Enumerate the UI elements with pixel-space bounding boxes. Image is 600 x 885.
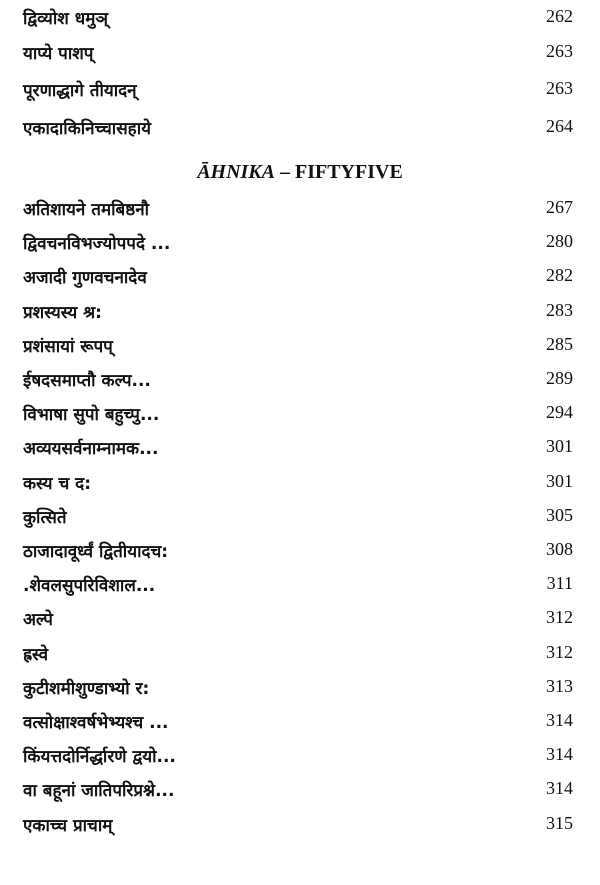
entry-title: कस्य च द: (23, 474, 91, 494)
index-entry (0, 399, 600, 429)
entry-page-number: 262 (546, 6, 573, 26)
index-entry (0, 775, 600, 805)
entry-page-number: 301 (546, 436, 573, 456)
index-entry (0, 194, 600, 224)
entry-title: प्रशस्यस्य श्र: (23, 303, 102, 323)
entry-page-number: 285 (546, 334, 573, 354)
section-heading (0, 161, 600, 184)
index-entry (0, 468, 600, 498)
entry-page-number: 312 (546, 642, 573, 662)
entry-page-number: 308 (546, 539, 573, 559)
index-entry (0, 810, 600, 840)
index-entry (0, 741, 600, 771)
entry-title: अव्ययसर्वनाम्नामक... (23, 439, 159, 459)
index-entry (0, 365, 600, 395)
index-entry (0, 570, 600, 600)
index-entry (0, 639, 600, 669)
entry-title: द्विव्योश धमुञ् (23, 9, 108, 29)
entry-title: ठाजादावूर्ध्वं द्वितीयादच: (23, 542, 169, 562)
entry-title: याप्ये पाशप् (23, 44, 94, 64)
entry-page-number: 313 (546, 676, 573, 696)
entry-title: कुत्सिते (23, 508, 67, 528)
entry-page-number: 280 (546, 231, 573, 251)
entry-page-number: 314 (546, 744, 573, 764)
entry-page-number: 289 (546, 368, 573, 388)
entry-page-number: 315 (546, 813, 573, 833)
entry-page-number: 314 (546, 710, 573, 730)
entry-page-number: 282 (546, 265, 573, 285)
entry-title: ह्रस्वे (23, 645, 49, 665)
entry-title: द्विवचनविभज्योपपदे ... (23, 234, 171, 254)
entry-page-number: 294 (546, 402, 573, 422)
entry-title: .शेवलसुपरिविशाल... (23, 576, 156, 596)
entry-title: पूरणाद्धागे तीयादन् (23, 81, 137, 101)
index-entry (0, 707, 600, 737)
entry-page-number: 301 (546, 471, 573, 491)
entry-title: वा बहूनां जातिपरिप्रश्ने... (23, 781, 175, 801)
entry-title: अतिशायने तमबिष्ठनौ (23, 200, 150, 220)
section-number: FIFTYFIVE (295, 161, 403, 183)
entry-title: प्रशंसायां रूपप् (23, 337, 113, 357)
section-separator: – (275, 161, 295, 183)
entry-title: ईषदसमाप्तौ कल्प... (23, 371, 151, 391)
entry-page-number: 305 (546, 505, 573, 525)
entry-page-number: 267 (546, 197, 573, 217)
entry-title: एकाच्च प्राचाम् (23, 816, 113, 836)
entry-page-number: 283 (546, 300, 573, 320)
entry-title: अजादी गुणवचनादेव (23, 268, 147, 288)
section-name: ĀHNIKA (197, 161, 275, 183)
index-entry (0, 297, 600, 327)
index-entry (0, 228, 600, 258)
entry-page-number: 312 (546, 607, 573, 627)
entry-page-number: 311 (546, 573, 573, 593)
index-entry (0, 433, 600, 463)
index-entry (0, 38, 600, 68)
entry-title: अल्पे (23, 610, 53, 630)
index-entry (0, 331, 600, 361)
entry-title: एकादाकिनिच्चासहाये (23, 119, 151, 139)
entry-page-number: 263 (546, 78, 573, 98)
index-entry (0, 262, 600, 292)
index-entry (0, 502, 600, 532)
index-entry (0, 673, 600, 703)
index-entry (0, 3, 600, 33)
index-entry (0, 604, 600, 634)
index-entry (0, 75, 600, 105)
entry-page-number: 263 (546, 41, 573, 61)
entry-title: विभाषा सुपो बहुच्पु... (23, 405, 160, 425)
entry-page-number: 264 (546, 116, 573, 136)
index-entry (0, 536, 600, 566)
entry-title: कुटीशमीशुण्डाभ्यो र: (23, 679, 150, 699)
entry-page-number: 314 (546, 778, 573, 798)
entry-title: वत्सोक्षाश्वर्षभेभ्यश्च ... (23, 713, 169, 733)
entry-title: किंयत्तदोर्निर्द्धारणे द्वयो... (23, 747, 176, 767)
index-entry (0, 113, 600, 143)
